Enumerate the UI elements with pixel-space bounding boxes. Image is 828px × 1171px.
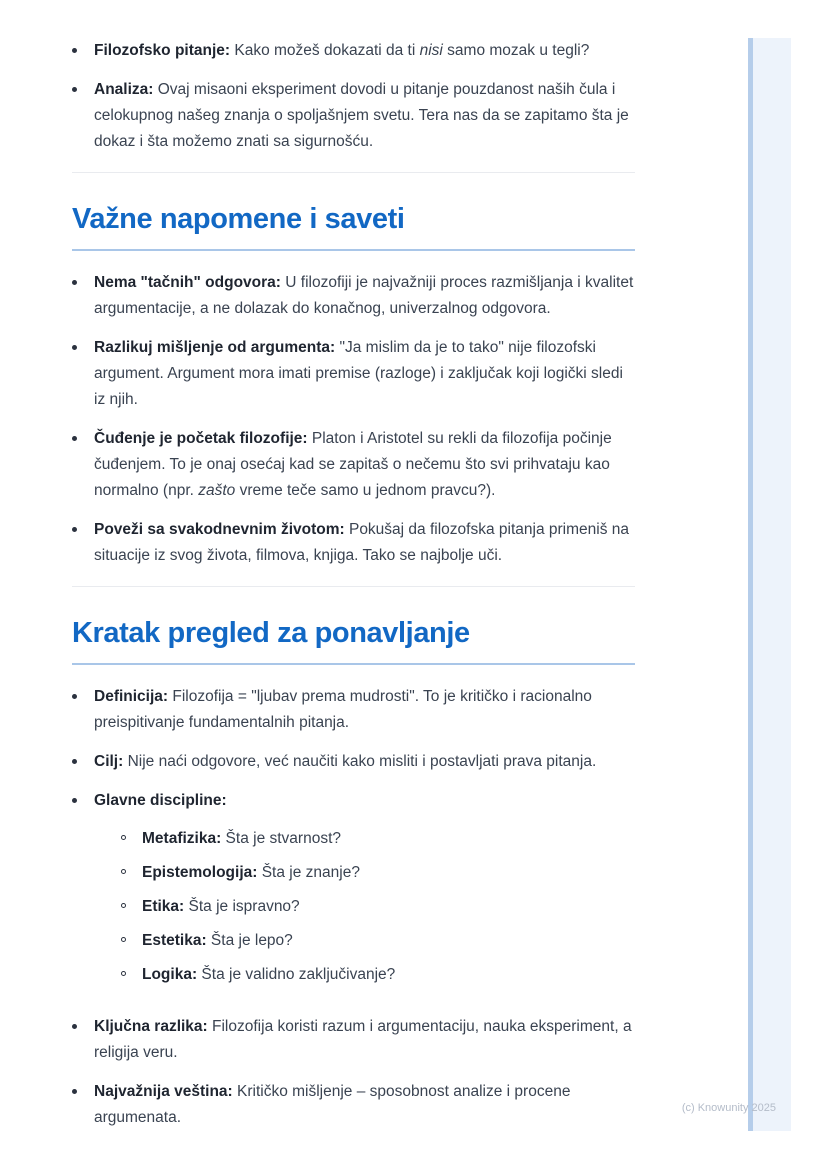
item-body: Šta je ispravno? — [184, 898, 300, 915]
bullet-icon — [72, 77, 94, 155]
document-content — [72, 38, 635, 1131]
item-text — [142, 894, 635, 920]
item-body: Šta je lepo? — [206, 932, 293, 949]
item-lead: Ključna razlika: — [94, 1018, 208, 1035]
item-lead: Definicija: — [94, 688, 169, 705]
bullet-icon — [72, 1079, 94, 1131]
item-lead: Estetika: — [142, 932, 207, 949]
bullet-icon — [72, 684, 94, 736]
item-lead: Glavne discipline: — [94, 792, 227, 809]
item-text — [142, 860, 635, 886]
section-1-list — [72, 270, 635, 569]
section-divider — [72, 172, 635, 173]
item-text — [94, 270, 635, 322]
disciplines-sub-list — [121, 826, 635, 988]
list-item — [72, 1014, 635, 1066]
item-text — [94, 517, 635, 569]
item-body: Kako možeš dokazati da ti — [230, 42, 420, 59]
bullet-icon — [72, 788, 94, 996]
item-body: Platon i Aristotel su rekli da filozofija počinje čuđenjem. To je onaj osećaj kad se zapitaš o nečemu što svi prihvataju kao normalno (npr. — [94, 430, 612, 499]
item-text — [94, 788, 635, 996]
intro-list — [72, 38, 635, 155]
item-body: Pokušaj da filozofska pitanja primeniš na situacije iz svog života, filmova, knjiga. Tako se najbolje uči. — [94, 521, 629, 564]
bullet-icon — [72, 270, 94, 322]
item-body: Nije naći odgovore, već naučiti kako misliti i postavljati prava pitanja. — [123, 753, 597, 770]
bullet-icon — [72, 426, 94, 504]
section-divider — [72, 586, 635, 587]
list-item — [72, 270, 635, 322]
sub-list-item — [121, 860, 635, 886]
item-text — [94, 335, 635, 413]
item-body: Šta je stvarnost? — [221, 830, 342, 847]
item-lead: Razlikuj mišljenje od argumenta: — [94, 339, 336, 356]
item-italic: nisi — [419, 42, 443, 59]
circle-bullet-icon — [121, 860, 142, 886]
item-body: Kritičko mišljenje – sposobnost analize i procene argumenata. — [94, 1083, 571, 1126]
circle-bullet-icon — [121, 928, 142, 954]
item-lead: Analiza: — [94, 81, 154, 98]
list-item — [72, 788, 635, 996]
item-body: "Ja mislim da je to tako" nije filozofski argument. Argument mora imati premise (razloge) i zaključak koji logički sledi iz njih. — [94, 339, 623, 408]
sub-list-item — [121, 826, 635, 852]
item-lead: Najvažnija veština: — [94, 1083, 233, 1100]
item-body: Šta je znanje? — [257, 864, 360, 881]
circle-bullet-icon — [121, 962, 142, 988]
page-edge-line — [748, 38, 753, 1131]
item-italic: zašto — [198, 482, 236, 499]
item-text — [142, 962, 635, 988]
item-text — [94, 426, 635, 504]
sub-list-item — [121, 894, 635, 920]
list-item — [72, 749, 635, 775]
list-item — [72, 426, 635, 504]
item-body: vreme teče samo u jednom pravcu?). — [235, 482, 496, 499]
item-text — [94, 1079, 635, 1131]
item-lead: Metafizika: — [142, 830, 222, 847]
page-edge-highlight — [753, 38, 791, 1131]
list-item — [72, 517, 635, 569]
item-lead: Etika: — [142, 898, 185, 915]
section-heading: Kratak pregled za ponavljanje — [72, 614, 635, 665]
item-text — [94, 77, 635, 155]
item-body: Šta je validno zaključivanje? — [197, 966, 396, 983]
sub-list-item — [121, 928, 635, 954]
sub-list-item — [121, 962, 635, 988]
item-body: samo mozak u tegli? — [442, 42, 590, 59]
item-text — [94, 1014, 635, 1066]
list-item — [72, 684, 635, 736]
bullet-icon — [72, 335, 94, 413]
item-text — [94, 684, 635, 736]
bullet-icon — [72, 1014, 94, 1066]
item-text — [142, 928, 635, 954]
item-text — [94, 749, 635, 775]
item-body: U filozofiji je najvažniji proces razmišljanja i kvalitet argumentacije, a ne dolazak do konačnog, univerzalnog odgovora. — [94, 274, 634, 317]
footer-copyright: (c) Knowunity 2025 — [681, 1102, 776, 1114]
item-text — [142, 826, 635, 852]
circle-bullet-icon — [121, 894, 142, 920]
list-item — [72, 335, 635, 413]
bullet-icon — [72, 38, 94, 64]
item-text — [94, 38, 635, 64]
list-item — [72, 77, 635, 155]
item-body: Filozofija = "ljubav prema mudrosti". To je kritičko i racionalno preispitivanje fundamentalnih pitanja. — [94, 688, 592, 731]
list-item — [72, 38, 635, 64]
item-lead: Poveži sa svakodnevnim životom: — [94, 521, 345, 538]
item-lead: Epistemologija: — [142, 864, 258, 881]
circle-bullet-icon — [121, 826, 142, 852]
item-lead: Čuđenje je početak filozofije: — [94, 430, 308, 447]
item-lead: Nema "tačnih" odgovora: — [94, 274, 281, 291]
item-body: Filozofija koristi razum i argumentaciju, nauka eksperiment, a religija veru. — [94, 1018, 632, 1061]
list-item — [72, 1079, 635, 1131]
bullet-icon — [72, 517, 94, 569]
section-heading: Važne napomene i saveti — [72, 200, 635, 251]
section-2-list — [72, 684, 635, 1131]
bullet-icon — [72, 749, 94, 775]
item-lead: Filozofsko pitanje: — [94, 42, 231, 59]
item-lead: Logika: — [142, 966, 198, 983]
item-body: Ovaj misaoni eksperiment dovodi u pitanje pouzdanost naših čula i celokupnog našeg znanja o spoljašnjem svetu. Tera nas da se zapitamo šta je dokaz i šta možemo znati sa sigurnošću. — [94, 81, 629, 150]
item-lead: Cilj: — [94, 753, 124, 770]
